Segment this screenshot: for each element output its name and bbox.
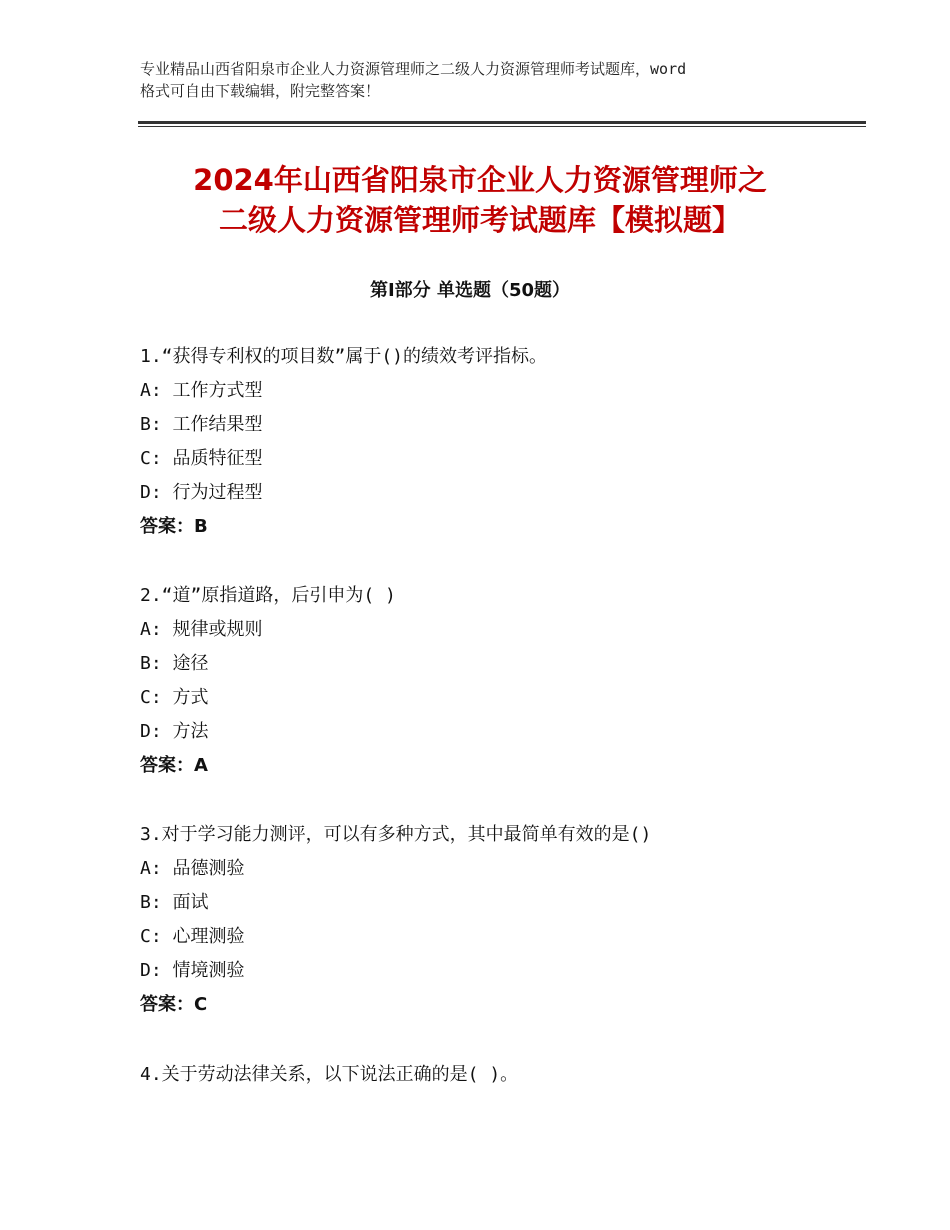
header-divider-thick	[138, 121, 866, 124]
header-note-line-1: 专业精品山西省阳泉市企业人力资源管理师之二级人力资源管理师考试题库，word	[140, 60, 687, 78]
question-2	[140, 579, 840, 783]
option-b: B: 工作结果型	[140, 414, 263, 435]
option-a: A: 品德测验	[140, 858, 245, 879]
option-a: A: 规律或规则	[140, 619, 263, 640]
option-c: C: 品质特征型	[140, 448, 263, 469]
question-text: 2.“道”原指道路，后引申为( )	[140, 585, 396, 606]
answer: 答案：C	[140, 994, 208, 1015]
document-title-line-1: 2024年山西省阳泉市企业人力资源管理师之	[193, 163, 767, 197]
question-3	[140, 818, 840, 1022]
document-title	[110, 160, 850, 240]
section-title: 第Ⅰ部分 单选题（50题）	[369, 280, 570, 301]
question-1	[140, 340, 840, 544]
option-a: A: 工作方式型	[140, 380, 263, 401]
option-b: B: 面试	[140, 892, 209, 913]
document-title-line-2: 二级人力资源管理师考试题库【模拟题】	[218, 203, 741, 237]
header-note	[140, 58, 830, 102]
option-d: D: 情境测验	[140, 960, 245, 981]
option-d: D: 方法	[140, 721, 209, 742]
question-4	[140, 1058, 840, 1092]
option-b: B: 途径	[140, 653, 209, 674]
header-note-line-2: 格式可自由下载编辑，附完整答案！	[140, 82, 381, 100]
option-c: C: 方式	[140, 687, 209, 708]
option-c: C: 心理测验	[140, 926, 245, 947]
answer: 答案：A	[140, 755, 208, 776]
answer: 答案：B	[140, 516, 208, 537]
question-text: 4.关于劳动法律关系，以下说法正确的是( )。	[140, 1064, 519, 1085]
question-text: 1.“获得专利权的项目数”属于()的绩效考评指标。	[140, 346, 548, 367]
question-text: 3.对于学习能力测评，可以有多种方式，其中最简单有效的是()	[140, 824, 652, 845]
option-d: D: 行为过程型	[140, 482, 263, 503]
header-divider-thin	[138, 126, 866, 127]
